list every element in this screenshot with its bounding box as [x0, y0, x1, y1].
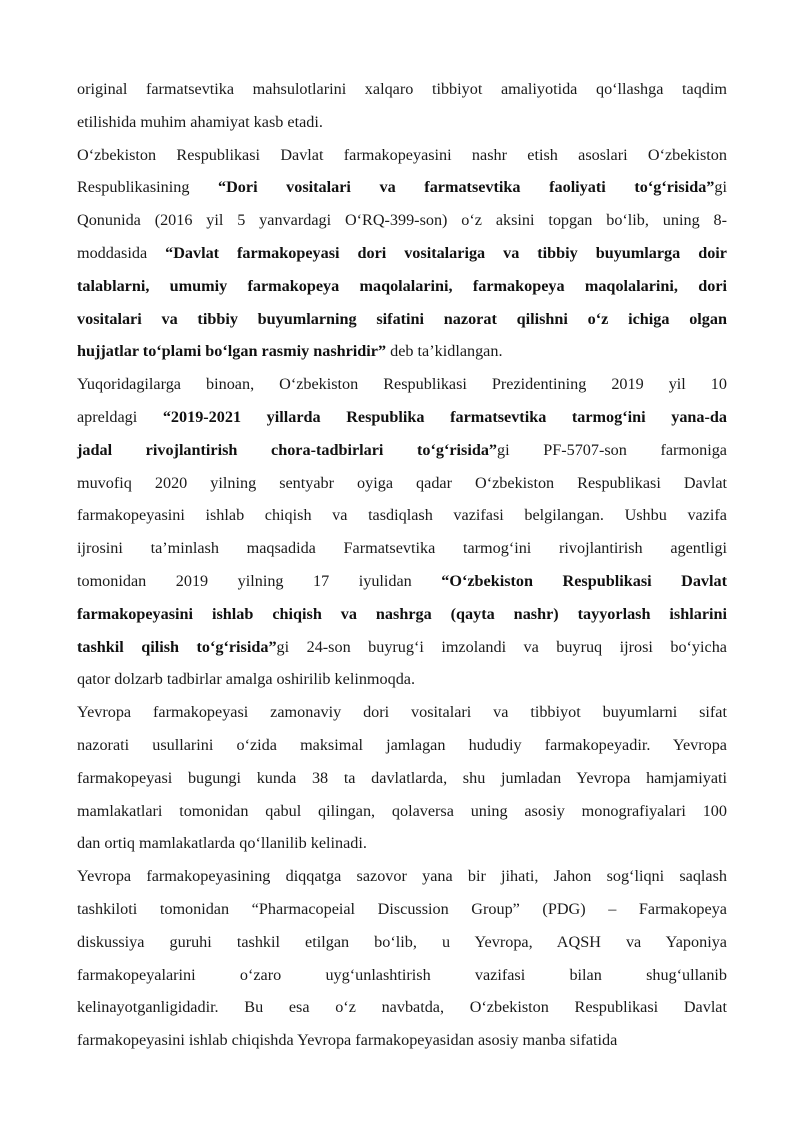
text-line — [77, 696, 727, 729]
text-line — [77, 827, 727, 860]
paragraph — [77, 696, 727, 860]
text-run: farmakopeyasi bugungi kunda 38 ta davlatlarda, shu jumladan Yevropa hamjamiyati — [77, 768, 727, 787]
text-run: apreldagi — [77, 407, 163, 426]
text-line — [77, 467, 727, 500]
text-line — [77, 270, 727, 303]
text-line — [77, 631, 727, 664]
text-run: tashkiloti tomonidan “Pharmacopeial Discussion Group” (PDG) – Farmakopeya — [77, 899, 727, 918]
text-run: Respublikasining — [77, 178, 219, 197]
text-run: moddasida — [77, 243, 166, 262]
text-run: nazorati usullarini o‘zida maksimal jamlagan hududiy farmakopeyadir. Yevropa — [77, 735, 727, 754]
bold-text-run: “Dori vositalari va farmatsevtika faoliyati to‘g‘risida” — [218, 178, 715, 197]
paragraph — [77, 860, 727, 1057]
text-run: etilishida muhim ahamiyat kasb etadi. — [77, 112, 323, 131]
text-line — [77, 991, 727, 1024]
text-line — [77, 598, 727, 631]
text-run: farmakopeyasini ishlab chiqish va tasdiqlash vazifasi belgilangan. Ushbu vazifa — [77, 506, 727, 525]
text-line — [77, 663, 727, 696]
text-run: tomonidan 2019 yilning 17 iyulidan — [77, 571, 442, 590]
text-run: gi — [714, 178, 727, 197]
bold-text-run: “Davlat farmakopeyasi dori vositalariga va tibbiy buyumlarga doir — [165, 243, 727, 262]
text-line — [77, 303, 727, 336]
paragraph — [77, 368, 727, 696]
text-run: dan ortiq mamlakatlarda qo‘llanilib kelinadi. — [77, 834, 367, 853]
text-line — [77, 893, 727, 926]
bold-text-run: hujjatlar to‘plami bo‘lgan rasmiy nashridir” — [77, 342, 387, 361]
text-run: O‘zbekiston Respublikasi Davlat farmakopeyasini nashr etish asoslari O‘zbekiston — [77, 145, 727, 164]
text-run: ijrosini ta’minlash maqsadida Farmatsevtika tarmog‘ini rivojlantirish agentligi — [77, 539, 727, 558]
text-run: farmakopeyasini ishlab chiqishda Yevropa farmakopeyasidan asosiy manba sifatida — [77, 1031, 618, 1050]
paragraph — [77, 139, 727, 369]
text-line — [77, 434, 727, 467]
text-run: muvofiq 2020 yilning sentyabr oyiga qadar O‘zbekiston Respublikasi Davlat — [77, 473, 727, 492]
bold-text-run: “O‘zbekiston Respublikasi Davlat — [441, 571, 727, 590]
text-line — [77, 795, 727, 828]
text-line — [77, 237, 727, 270]
text-run: Yevropa farmakopeyasining diqqatga sazovor yana bir jihati, Jahon sog‘liqni saqlash — [77, 867, 727, 886]
bold-text-run: vositalari va tibbiy buyumlarning sifatini nazorat qilishni o‘z ichiga olgan — [77, 309, 727, 328]
bold-text-run: farmakopeyasini ishlab chiqish va nashrga (qayta nashr) tayyorlash ishlarini — [77, 604, 727, 623]
text-run: Yevropa farmakopeyasi zamonaviy dori vositalari va tibbiyot buyumlarni sifat — [77, 703, 727, 722]
bold-text-run: “2019-2021 yillarda Respublika farmatsevtika tarmog‘ini yana-da — [162, 407, 727, 426]
paragraph — [77, 73, 727, 139]
text-line — [77, 729, 727, 762]
text-run: original farmatsevtika mahsulotlarini xalqaro tibbiyot amaliyotida qo‘llashga taqdim — [77, 80, 727, 98]
text-line — [77, 1024, 727, 1057]
bold-text-run: tashkil qilish to‘g‘risida” — [77, 637, 277, 656]
text-run: gi PF-5707-son farmoniga — [497, 440, 727, 459]
text-line — [77, 860, 727, 893]
text-line — [77, 762, 727, 795]
document-page — [77, 73, 727, 1057]
text-run: diskussiya guruhi tashkil etilgan bo‘lib, u Yevropa, AQSH va Yaponiya — [77, 932, 727, 951]
text-line — [77, 565, 727, 598]
text-line — [77, 139, 727, 172]
text-line — [77, 499, 727, 532]
text-line — [77, 335, 727, 368]
bold-text-run: jadal rivojlantirish chora-tadbirlari to‘g‘risida” — [77, 440, 498, 459]
text-run: qator dolzarb tadbirlar amalga oshirilib kelinmoqda. — [77, 670, 416, 689]
text-line — [77, 368, 727, 401]
text-run: Qonunida (2016 yil 5 yanvardagi O‘RQ-399-son) o‘z aksini topgan bo‘lib, uning 8- — [77, 211, 727, 230]
text-line — [77, 171, 727, 204]
text-line — [77, 106, 727, 139]
text-run: Yuqoridagilarga binoan, O‘zbekiston Respublikasi Prezidentining 2019 yil 10 — [77, 375, 727, 394]
text-line — [77, 926, 727, 959]
text-line — [77, 959, 727, 992]
text-line — [77, 204, 727, 237]
text-run: gi 24-son buyrug‘i imzolandi va buyruq ijrosi bo‘yicha — [276, 637, 727, 656]
text-run: mamlakatlari tomonidan qabul qilingan, qolaversa uning asosiy monografiyalari 100 — [77, 801, 727, 820]
text-run: farmakopeyalarini o‘zaro uyg‘unlashtirish vazifasi bilan shug‘ullanib — [77, 965, 727, 984]
text-run: kelinayotganligidadir. Bu esa o‘z navbatda, O‘zbekiston Respublikasi Davlat — [77, 998, 727, 1017]
text-run: deb ta’kidlangan. — [386, 342, 503, 361]
bold-text-run: talablarni, umumiy farmakopeya maqolalarini, farmakopeya maqolalarini, dori — [77, 276, 727, 295]
text-line — [77, 532, 727, 565]
text-line — [77, 401, 727, 434]
text-line — [77, 73, 727, 106]
